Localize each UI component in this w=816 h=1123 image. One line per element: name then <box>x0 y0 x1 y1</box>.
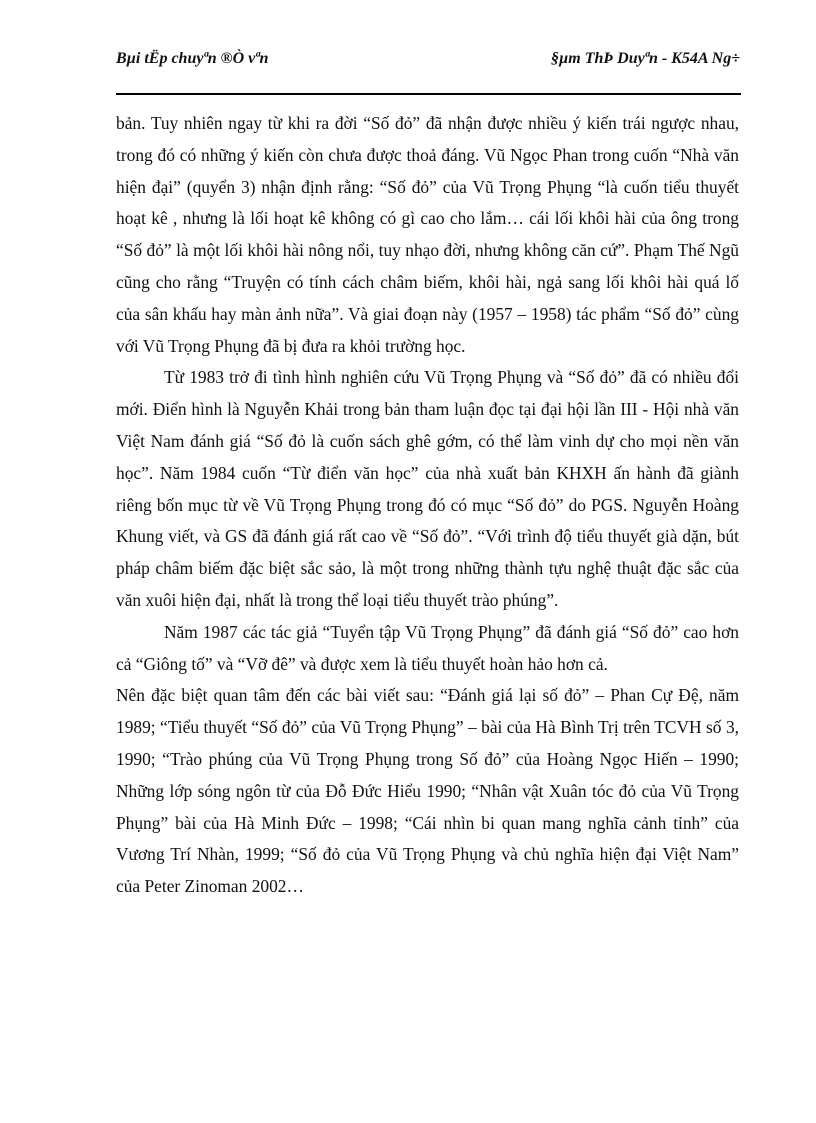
paragraph-3: Năm 1987 các tác giả “Tuyển tập Vũ Trọng Phụng” đã đánh giá “Số đỏ” cao hơn cả “Giông tố” và “Vỡ đê” và được xem là tiểu thuyết hoàn hảo hơn cả. <box>116 621 739 674</box>
paragraph-4: Nên đặc biệt quan tâm đến các bài viết sau: “Đánh giá lại số đỏ” – Phan Cự Đệ, năm 1989; “Tiểu thuyết “Số đỏ” của Vũ Trọng Phụng” – bài của Hà Bình Trị trên TCVH số 3, 1990; “Trào phúng của Vũ Trọng Phụng trong Số đỏ” của Hoàng Ngọc Hiến – 1990; Những lớp sóng ngôn từ của Đỗ Đức Hiểu 1990; “Nhân vật Xuân tóc đỏ của Vũ Trọng Phụng” bài của Hà Minh Đức – 1998; “Cái nhìn bi quan mang nghĩa cảnh tỉnh” của Vương Trí Nhàn, 1999; “Số đỏ của Vũ Trọng Phụng và chủ nghĩa hiện đại Việt Nam” của Peter Zinoman 2002… <box>116 685 739 897</box>
header-left-title: Bµi tËp chuyªn ®Ò vªn <box>116 50 269 67</box>
page-header <box>116 48 740 92</box>
header-right-author: §µm ThÞ Duyªn - K54A Ng÷ <box>551 50 740 67</box>
header-divider <box>116 93 741 95</box>
paragraph-2: Từ 1983 trở đi tình hình nghiên cứu Vũ Trọng Phụng và “Số đỏ” đã có nhiều đổi mới. Điển hình là Nguyễn Khải trong bản tham luận đọc tại đại hội lần III - Hội nhà văn Việt Nam đánh giá “Số đỏ là cuốn sách ghê gớm, có thể làm vinh dự cho mọi nền văn học”. Năm 1984 cuốn “Từ điển văn học” của nhà xuất bản KHXH ấn hành đã giành riêng bốn mục từ về Vũ Trọng Phụng trong đó có mục “Số đỏ” do PGS. Nguyễn Hoàng Khung viết, và GS đã đánh giá rất cao về “Số đỏ”. “Với trình độ tiểu thuyết già dặn, bút pháp châm biếm đặc biệt sắc sảo, là một trong những thành tựu nghệ thuật đặc sắc của văn xuôi hiện đại, nhất là trong thể loại tiểu thuyết trào phúng”. <box>116 367 739 610</box>
paragraph-1: bản. Tuy nhiên ngay từ khi ra đời “Số đỏ” đã nhận được nhiều ý kiến trái ngược nhau, trong đó có những ý kiến còn chưa được thoả đáng. Vũ Ngọc Phan trong cuốn “Nhà văn hiện đại” (quyển 3) nhận định rằng: “Số đỏ” của Vũ Trọng Phụng “là cuốn tiểu thuyết hoạt kê , nhưng là lối hoạt kê không có gì cao cho lắm… cái lối khôi hài của ông trong “Số đỏ” là một lối khôi hài nông nổi, tuy nhạo đời, nhưng không căn cứ”. Phạm Thế Ngũ cũng cho rằng “Truyện có tính cách châm biếm, khôi hài, ngả sang lối khôi hài quá lố của sân khấu hay màn ảnh nữa”. Và giai đoạn này (1957 – 1958) tác phẩm “Số đỏ” cùng với Vũ Trọng Phụng đã bị đưa ra khỏi trường học. <box>116 113 739 356</box>
document-body <box>116 108 739 903</box>
